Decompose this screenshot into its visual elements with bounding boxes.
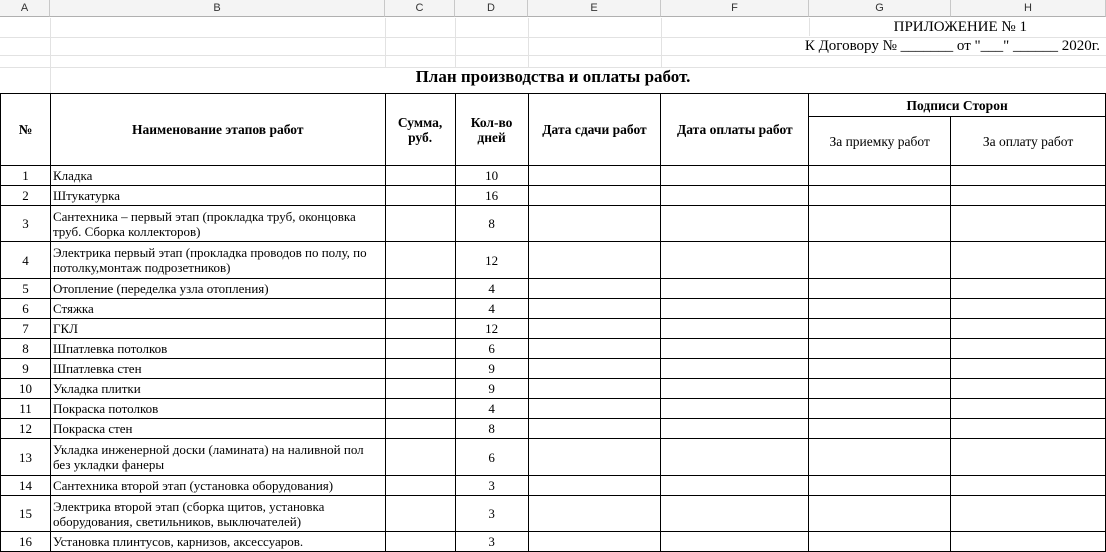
row-pay-sign[interactable] bbox=[951, 186, 1106, 206]
table-row bbox=[1, 299, 1106, 319]
work-plan-table bbox=[0, 93, 1106, 552]
header-days: Кол-во дней bbox=[455, 94, 528, 166]
row-accept-sign[interactable] bbox=[809, 419, 951, 439]
table-row bbox=[1, 339, 1106, 359]
row-num[interactable]: 13 bbox=[1, 439, 51, 476]
row-sum[interactable] bbox=[385, 279, 455, 299]
row-days[interactable]: 3 bbox=[455, 496, 528, 532]
grid-line bbox=[661, 18, 662, 68]
row-accept-sign[interactable] bbox=[809, 206, 951, 242]
row-payment-date[interactable] bbox=[661, 476, 809, 496]
row-accept-sign[interactable] bbox=[809, 379, 951, 399]
row-pay-sign[interactable] bbox=[951, 439, 1106, 476]
row-pay-sign[interactable] bbox=[951, 319, 1106, 339]
row-handover-date[interactable] bbox=[528, 419, 661, 439]
table-row bbox=[1, 206, 1106, 242]
row-days[interactable]: 8 bbox=[455, 206, 528, 242]
header-signatures: Подписи Сторон bbox=[809, 94, 1106, 117]
row-sum[interactable] bbox=[385, 439, 455, 476]
table-row bbox=[1, 532, 1106, 552]
row-sum[interactable] bbox=[385, 319, 455, 339]
row-accept-sign[interactable] bbox=[809, 242, 951, 279]
row-num[interactable]: 11 bbox=[1, 399, 51, 419]
row-sum[interactable] bbox=[385, 206, 455, 242]
row-name[interactable]: Сантехника второй этап (установка оборудования) bbox=[50, 476, 385, 496]
row-days[interactable]: 4 bbox=[455, 399, 528, 419]
table-row bbox=[1, 419, 1106, 439]
row-accept-sign[interactable] bbox=[809, 319, 951, 339]
row-pay-sign[interactable] bbox=[951, 166, 1106, 186]
row-payment-date[interactable] bbox=[661, 279, 809, 299]
row-accept-sign[interactable] bbox=[809, 532, 951, 552]
row-sum[interactable] bbox=[385, 359, 455, 379]
row-name[interactable]: ГКЛ bbox=[50, 319, 385, 339]
table-row bbox=[1, 166, 1106, 186]
row-name[interactable]: Отопление (переделка узла отопления) bbox=[50, 279, 385, 299]
header-num: № bbox=[1, 94, 51, 166]
row-num[interactable]: 15 bbox=[1, 496, 51, 532]
row-payment-date[interactable] bbox=[661, 166, 809, 186]
column-header-h[interactable]: H bbox=[951, 0, 1106, 17]
row-days[interactable]: 12 bbox=[455, 242, 528, 279]
row-payment-date[interactable] bbox=[661, 299, 809, 319]
row-payment-date[interactable] bbox=[661, 206, 809, 242]
row-handover-date[interactable] bbox=[528, 166, 661, 186]
row-handover-date[interactable] bbox=[528, 379, 661, 399]
header-handover-date: Дата сдачи работ bbox=[528, 94, 661, 166]
row-payment-date[interactable] bbox=[661, 439, 809, 476]
row-days[interactable]: 6 bbox=[455, 439, 528, 476]
row-days[interactable]: 4 bbox=[455, 279, 528, 299]
row-handover-date[interactable] bbox=[528, 339, 661, 359]
row-sum[interactable] bbox=[385, 242, 455, 279]
header-row bbox=[1, 94, 1106, 117]
grid-line bbox=[528, 18, 529, 68]
row-name[interactable]: Покраска стен bbox=[50, 419, 385, 439]
row-payment-date[interactable] bbox=[661, 339, 809, 359]
row-sum[interactable] bbox=[385, 419, 455, 439]
row-sum[interactable] bbox=[385, 496, 455, 532]
header-payment-date: Дата оплаты работ bbox=[661, 94, 809, 166]
header-sum: Сумма, руб. bbox=[385, 94, 455, 166]
row-days[interactable]: 6 bbox=[455, 339, 528, 359]
row-sum[interactable] bbox=[385, 186, 455, 206]
row-handover-date[interactable] bbox=[528, 359, 661, 379]
row-days[interactable]: 4 bbox=[455, 299, 528, 319]
row-payment-date[interactable] bbox=[661, 359, 809, 379]
row-num[interactable]: 12 bbox=[1, 419, 51, 439]
row-handover-date[interactable] bbox=[528, 319, 661, 339]
row-handover-date[interactable] bbox=[528, 399, 661, 419]
header-pay-sign: За оплату работ bbox=[951, 117, 1106, 166]
row-accept-sign[interactable] bbox=[809, 439, 951, 476]
row-num[interactable]: 4 bbox=[1, 242, 51, 279]
row-sum[interactable] bbox=[385, 379, 455, 399]
row-handover-date[interactable] bbox=[528, 299, 661, 319]
row-accept-sign[interactable] bbox=[809, 186, 951, 206]
table-row bbox=[1, 279, 1106, 299]
row-accept-sign[interactable] bbox=[809, 399, 951, 419]
header-name: Наименование этапов работ bbox=[50, 94, 385, 166]
row-payment-date[interactable] bbox=[661, 532, 809, 552]
row-payment-date[interactable] bbox=[661, 319, 809, 339]
row-handover-date[interactable] bbox=[528, 242, 661, 279]
row-pay-sign[interactable] bbox=[951, 399, 1106, 419]
row-pay-sign[interactable] bbox=[951, 532, 1106, 552]
row-days[interactable]: 9 bbox=[455, 359, 528, 379]
grid-line bbox=[455, 18, 456, 68]
row-days[interactable]: 8 bbox=[455, 419, 528, 439]
column-header-c[interactable]: C bbox=[385, 0, 455, 17]
row-num[interactable]: 14 bbox=[1, 476, 51, 496]
row-handover-date[interactable] bbox=[528, 279, 661, 299]
row-name[interactable]: Укладка плитки bbox=[50, 379, 385, 399]
row-handover-date[interactable] bbox=[528, 532, 661, 552]
column-header-d[interactable]: D bbox=[455, 0, 528, 17]
row-sum[interactable] bbox=[385, 476, 455, 496]
row-num[interactable]: 6 bbox=[1, 299, 51, 319]
row-days[interactable]: 10 bbox=[455, 166, 528, 186]
table-title: План производства и оплаты работ. bbox=[415, 67, 691, 86]
row-days[interactable]: 3 bbox=[455, 532, 528, 552]
row-name[interactable]: Шпатлевка стен bbox=[50, 359, 385, 379]
column-header-f[interactable]: F bbox=[661, 0, 809, 17]
row-accept-sign[interactable] bbox=[809, 496, 951, 532]
row-sum[interactable] bbox=[385, 532, 455, 552]
row-pay-sign[interactable] bbox=[951, 419, 1106, 439]
contract-line: К Договору № _______ от "___" ______ 2020г. bbox=[804, 38, 1100, 54]
table-row bbox=[1, 379, 1106, 399]
table-row bbox=[1, 242, 1106, 279]
table-row bbox=[1, 439, 1106, 476]
row-handover-date[interactable] bbox=[528, 476, 661, 496]
row-name[interactable]: Кладка bbox=[50, 166, 385, 186]
row-name[interactable]: Покраска потолков bbox=[50, 399, 385, 419]
row-pay-sign[interactable] bbox=[951, 299, 1106, 319]
row-num[interactable]: 16 bbox=[1, 532, 51, 552]
row-name[interactable]: Электрика второй этап (сборка щитов, установка оборудования, светильников, выключателей) bbox=[50, 496, 385, 532]
row-pay-sign[interactable] bbox=[951, 242, 1106, 279]
column-header-e[interactable]: E bbox=[528, 0, 661, 17]
row-num[interactable]: 1 bbox=[1, 166, 51, 186]
column-header-bar bbox=[0, 0, 1106, 18]
row-handover-date[interactable] bbox=[528, 496, 661, 532]
row-name[interactable]: Стяжка bbox=[50, 299, 385, 319]
row-sum[interactable] bbox=[385, 339, 455, 359]
column-header-g[interactable]: G bbox=[809, 0, 951, 17]
row-sum[interactable] bbox=[385, 299, 455, 319]
row-handover-date[interactable] bbox=[528, 206, 661, 242]
row-num[interactable]: 7 bbox=[1, 319, 51, 339]
row-days[interactable]: 3 bbox=[455, 476, 528, 496]
row-days[interactable]: 16 bbox=[455, 186, 528, 206]
row-accept-sign[interactable] bbox=[809, 279, 951, 299]
row-num[interactable]: 3 bbox=[1, 206, 51, 242]
row-sum[interactable] bbox=[385, 166, 455, 186]
row-pay-sign[interactable] bbox=[951, 279, 1106, 299]
row-pay-sign[interactable] bbox=[951, 339, 1106, 359]
row-accept-sign[interactable] bbox=[809, 476, 951, 496]
row-payment-date[interactable] bbox=[661, 379, 809, 399]
row-num[interactable]: 9 bbox=[1, 359, 51, 379]
header-accept-sign: За приемку работ bbox=[809, 117, 951, 166]
row-name[interactable]: Установка плинтусов, карнизов, аксессуаров. bbox=[50, 532, 385, 552]
table-row bbox=[1, 319, 1106, 339]
row-name[interactable]: Электрика первый этап (прокладка проводов по полу, по потолку,монтаж подрозетников) bbox=[50, 242, 385, 279]
row-pay-sign[interactable] bbox=[951, 206, 1106, 242]
table-row bbox=[1, 399, 1106, 419]
row-name[interactable]: Штукатурка bbox=[50, 186, 385, 206]
row-payment-date[interactable] bbox=[661, 242, 809, 279]
row-pay-sign[interactable] bbox=[951, 496, 1106, 532]
table-row bbox=[1, 476, 1106, 496]
row-payment-date[interactable] bbox=[661, 419, 809, 439]
row-payment-date[interactable] bbox=[661, 399, 809, 419]
row-payment-date[interactable] bbox=[661, 186, 809, 206]
row-num[interactable]: 5 bbox=[1, 279, 51, 299]
row-pay-sign[interactable] bbox=[951, 379, 1106, 399]
appendix-title: ПРИЛОЖЕНИЕ № 1 bbox=[893, 19, 1027, 35]
table-row bbox=[1, 496, 1106, 532]
row-num[interactable]: 8 bbox=[1, 339, 51, 359]
row-pay-sign[interactable] bbox=[951, 476, 1106, 496]
row-accept-sign[interactable] bbox=[809, 299, 951, 319]
row-name[interactable]: Укладка инженерной доски (ламината) на наливной пол без укладки фанеры bbox=[50, 439, 385, 476]
row-days[interactable]: 12 bbox=[455, 319, 528, 339]
column-header-b[interactable]: B bbox=[50, 0, 385, 17]
grid-line bbox=[0, 55, 1106, 56]
row-accept-sign[interactable] bbox=[809, 359, 951, 379]
row-accept-sign[interactable] bbox=[809, 339, 951, 359]
grid-line bbox=[809, 18, 810, 36]
row-accept-sign[interactable] bbox=[809, 166, 951, 186]
table-row bbox=[1, 359, 1106, 379]
row-handover-date[interactable] bbox=[528, 186, 661, 206]
row-handover-date[interactable] bbox=[528, 439, 661, 476]
row-sum[interactable] bbox=[385, 399, 455, 419]
row-days[interactable]: 9 bbox=[455, 379, 528, 399]
row-name[interactable]: Шпатлевка потолков bbox=[50, 339, 385, 359]
row-num[interactable]: 2 bbox=[1, 186, 51, 206]
grid-line bbox=[385, 18, 386, 68]
row-pay-sign[interactable] bbox=[951, 359, 1106, 379]
row-payment-date[interactable] bbox=[661, 496, 809, 532]
row-num[interactable]: 10 bbox=[1, 379, 51, 399]
table-row bbox=[1, 186, 1106, 206]
column-header-a[interactable]: A bbox=[0, 0, 50, 17]
row-name[interactable]: Сантехника – первый этап (прокладка труб, оконцовка труб. Сборка коллекторов) bbox=[50, 206, 385, 242]
